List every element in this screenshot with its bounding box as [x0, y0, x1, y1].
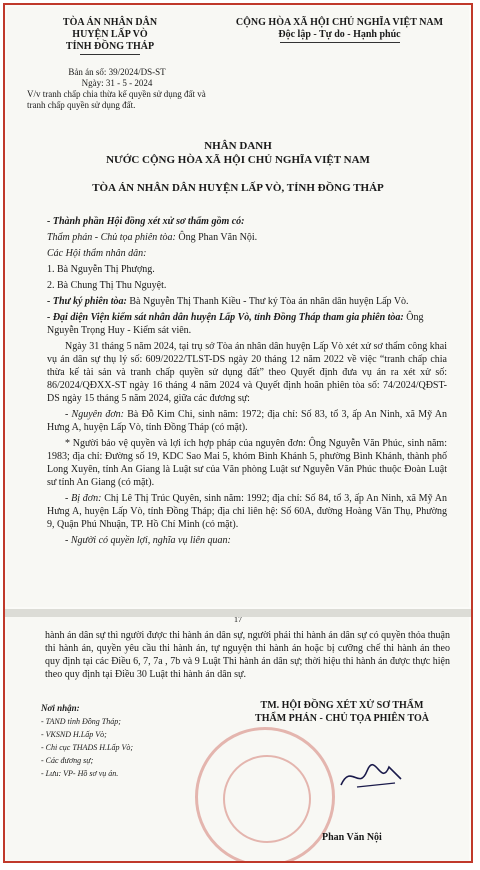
signature-block [222, 699, 462, 725]
signer-name: Phan Văn Nội [322, 832, 382, 843]
court-seal-stamp [195, 727, 335, 861]
document-frame [3, 3, 473, 863]
recipients-label: Nơi nhận: [41, 703, 80, 713]
hearing-paragraph: Ngày 31 tháng 5 năm 2024, tại trụ sở Tòa án nhân dân huyện Lấp Vò xét xử sơ thẩm công khai vụ án dân sự thụ lý số: 609/2022/TLST-DS ngày 20 tháng 12 năm 2022 về việc “tranh chấp chia thừa kế tài sản và tranh chấp quyền sử dụng đất” theo Quyết định đưa vụ án ra xét xử số: 86/2024/QĐXX-ST ngày 16 tháng 4 năm 2024 và Quyết định hoãn phiên tòa số: 74/2024/QĐST-DS ngày 15 tháng 5 năm 2024, giữa các đương sự: [47, 341, 447, 404]
recipient-item: - TAND tỉnh Đồng Tháp; [41, 717, 121, 726]
recipient-item: - Chi cục THADS H.Lấp Vò; [41, 743, 133, 752]
judge-line: Thẩm phán - Chủ tọa phiên tòa: Ông Phan Văn Nội. [47, 232, 258, 243]
page-separator [5, 609, 471, 617]
related-parties-label: - Người có quyền lợi, nghĩa vụ liên quan: [65, 535, 231, 546]
assessors-label: Các Hội thẩm nhân dân: [47, 248, 147, 259]
recipient-item: - Các đương sự; [41, 756, 94, 765]
page-number: 17 [234, 617, 242, 624]
signature-title-2: THẨM PHÁN - CHỦ TỌA PHIÊN TOÀ [255, 713, 429, 724]
title-republic: NƯỚC CỘNG HÒA XÃ HỘI CHỦ NGHĨA VIỆT NAM [106, 154, 370, 166]
title-in-the-name: NHÂN DANH [204, 140, 272, 152]
case-info [27, 67, 207, 111]
clerk-line: - Thư ký phiên tòa: Bà Nguyễn Thị Thanh Kiều - Thư ký Tòa án nhân dân huyện Lấp Vò. [47, 296, 409, 307]
document-page-1 [7, 7, 469, 607]
document-page-17 [7, 617, 469, 861]
recipients-list [41, 702, 201, 780]
case-date: Ngày: 31 - 5 - 2024 [81, 78, 153, 88]
court-title: TÒA ÁN NHÂN DÂN HUYỆN LẤP VÒ, TỈNH ĐỒNG THÁP [92, 182, 384, 194]
procuracy-line: - Đại diện Viện kiểm sát nhân dân huyện Lấp Vò, tỉnh Đồng Tháp tham gia phiên tòa: Ông Nguyễn Trọng Huy - Kiểm sát viên. [47, 312, 424, 336]
court-header [25, 17, 195, 55]
republic-header [212, 17, 467, 43]
judgment-body [47, 215, 447, 550]
recipient-item: - VKSND H.Lấp Vò; [41, 730, 107, 739]
judgment-title [7, 139, 469, 167]
defendant-paragraph: - Bị đơn: Chị Lê Thị Trúc Quyên, sinh năm: 1992; địa chỉ: Số 84, tổ 3, ấp An Ninh, xã Mỹ An Hưng A, huyện Lấp Vò, tỉnh Đồng Tháp; địa chỉ liên hệ: Số 60A, đường Hoàng Văn Thụ, Phường 9, Quận Phú Nhuận, TP. Hồ Chí Minh (có mặt). [47, 493, 448, 530]
recipient-item: - Lưu: VP- Hồ sơ vụ án. [41, 769, 119, 778]
case-subject: V/v tranh chấp chia thừa kế quyền sử dụng đất và tranh chấp quyền sử dụng đất. [27, 89, 206, 110]
enforcement-paragraph: hành án dân sự thì người được thi hành án dân sự, người phải thi hành án dân sự có quyền thỏa thuận thi hành án, quyền yêu cầu thi hành án, tự nguyện thi hành án hoặc bị cưỡng chế thi hành án theo quy định tại các Điều 6, 7, 7a , 7b và 9 Luật Thi hành án dân sự; thời hiệu thi hành án được thực hiện theo quy định tại Điều 30 Luật thi hành án dân sự. [45, 630, 450, 680]
republic-name: CỘNG HÒA XÃ HỘI CHỦ NGHĨA VIỆT NAM [235, 17, 444, 28]
signature-title-1: TM. HỘI ĐỒNG XÉT XỬ SƠ THẨM [260, 700, 424, 711]
seal-inner-ring [223, 755, 311, 843]
court-province: TỈNH ĐỒNG THÁP [65, 41, 155, 52]
plaintiff-paragraph: - Nguyên đơn: Bà Đỗ Kim Chi, sinh năm: 1972; địa chỉ: Số 83, tổ 3, ấp An Ninh, xã Mỹ An Hưng A, huyện Lấp Vò, tỉnh Đồng Tháp (có mặt). [47, 409, 447, 433]
court-district: HUYỆN LẤP VÒ [72, 29, 148, 40]
handwritten-signature-icon [337, 757, 407, 797]
national-motto: Độc lập - Tự do - Hạnh phúc [278, 29, 401, 40]
header-underline [80, 54, 140, 55]
representative-paragraph: * Người bảo vệ quyền và lợi ích hợp pháp của nguyên đơn: Ông Nguyễn Văn Phúc, sinh năm: 1983; địa chỉ: Đường số 19, KDC Sao Mai 5, khóm Bình Khánh 5, phường Bình Khánh, thành phố Long Xuyên, tỉnh An Giang là Luật sư của Văn phòng Luật sư Nguyễn Văn Phúc thuộc Đoàn Luật sư tỉnh An Giang (có mặt). [47, 438, 447, 488]
panel-heading: - Thành phần Hội đồng xét xử sơ thẩm gồm có: [47, 216, 245, 227]
court-name: TÒA ÁN NHÂN DÂN [62, 17, 158, 28]
assessor-1: 1. Bà Nguyễn Thị Phượng. [47, 264, 155, 275]
assessor-2: 2. Bà Chung Thị Thu Nguyệt. [47, 280, 167, 291]
case-number: Bản án số: 39/2024/DS-ST [68, 67, 166, 77]
motto-underline [280, 42, 400, 43]
